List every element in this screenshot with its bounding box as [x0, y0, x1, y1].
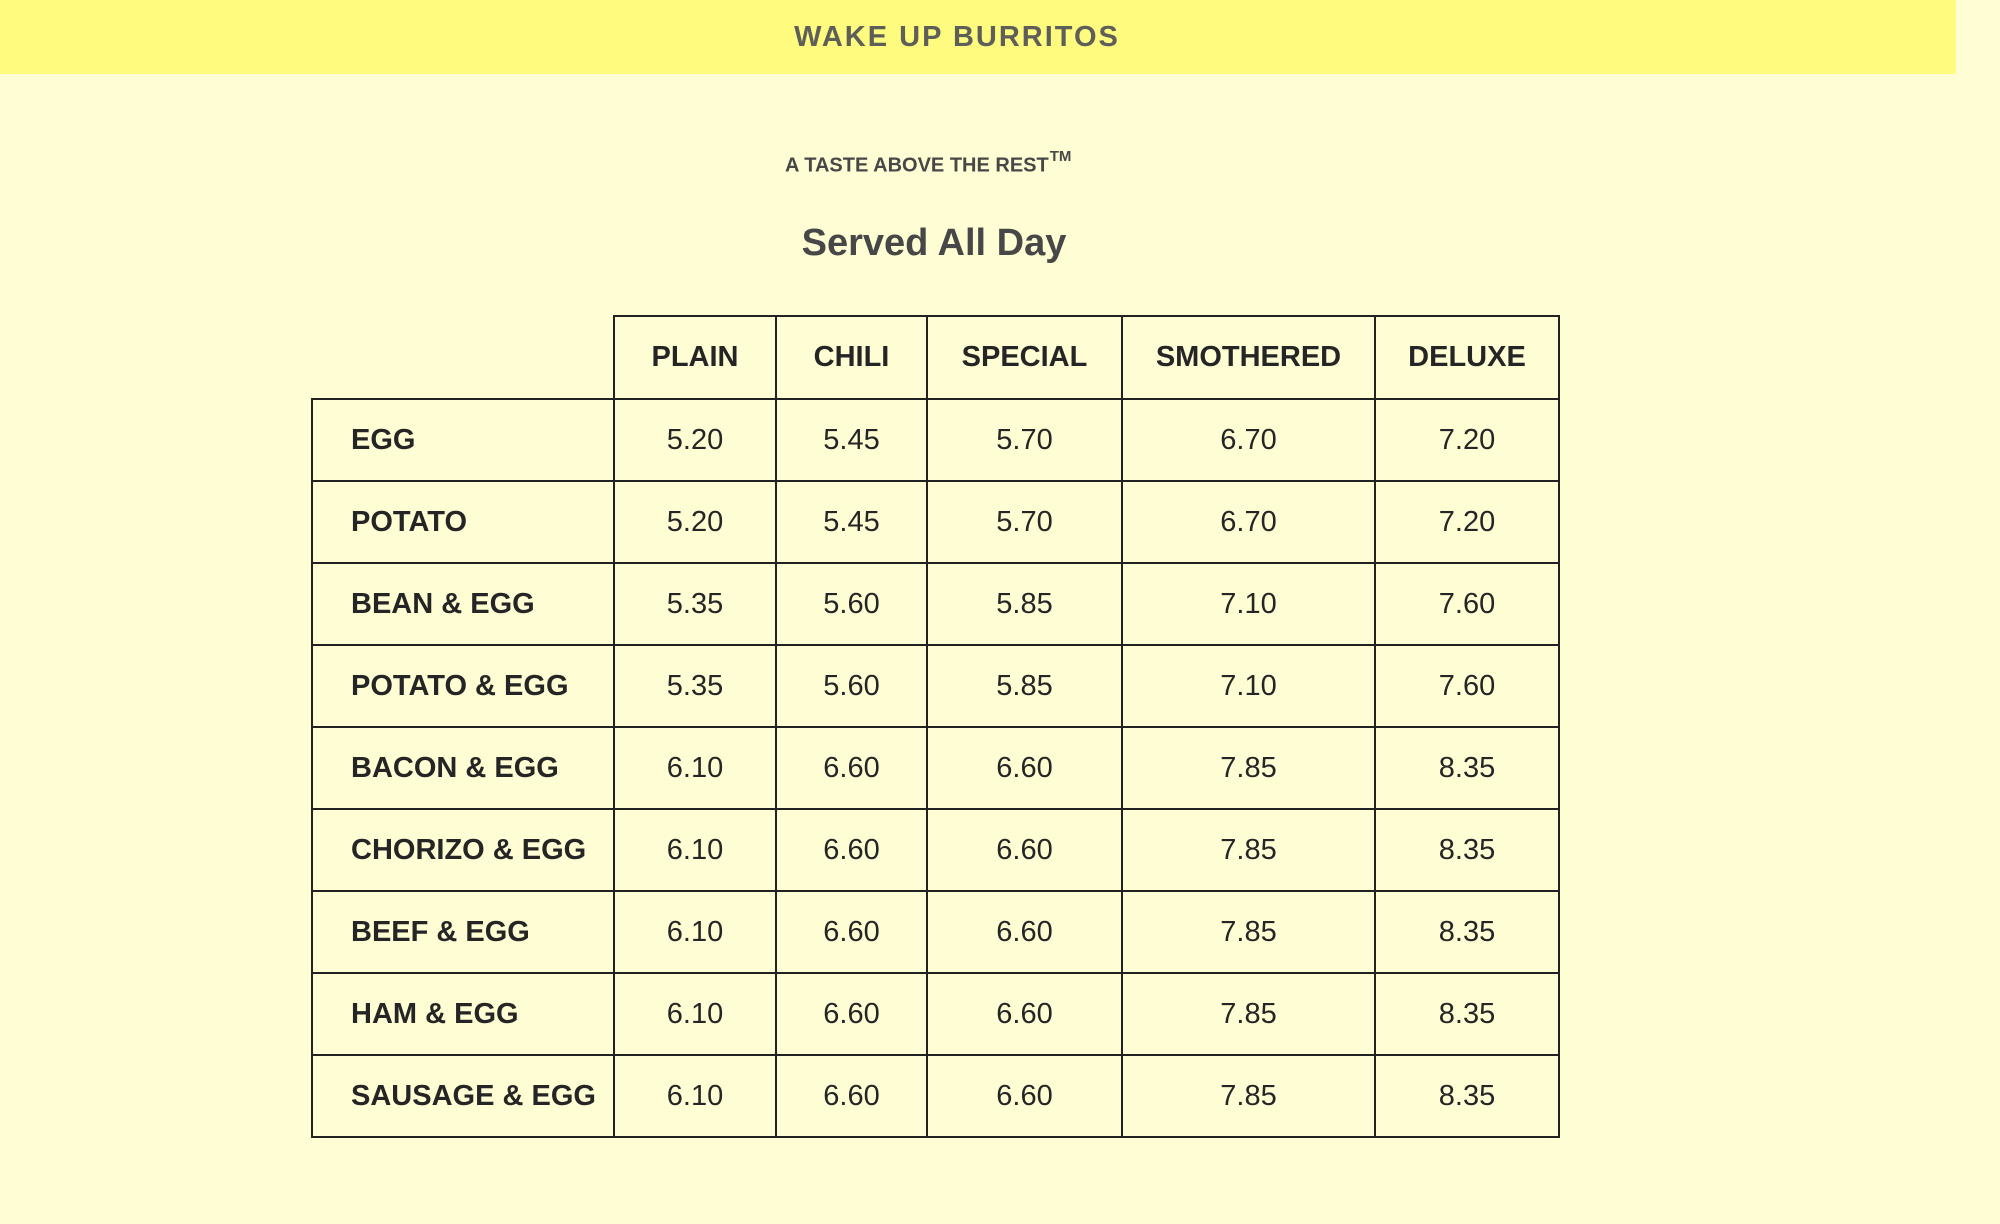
- price-cell-deluxe: 7.20: [1375, 481, 1559, 563]
- table-row: [312, 399, 1559, 481]
- price-cell-special: 5.85: [927, 645, 1122, 727]
- price-cell-plain: 5.20: [614, 481, 776, 563]
- price-cell-deluxe: 7.60: [1375, 563, 1559, 645]
- table-row: [312, 727, 1559, 809]
- price-cell-plain: 6.10: [614, 727, 776, 809]
- price-cell-chili: 5.60: [776, 563, 927, 645]
- price-cell-smothered: 7.85: [1122, 973, 1375, 1055]
- price-cell-special: 6.60: [927, 973, 1122, 1055]
- price-cell-smothered: 7.85: [1122, 1055, 1375, 1137]
- banner-title: WAKE UP BURRITOS: [794, 20, 1120, 53]
- row-label: BEEF & EGG: [312, 891, 614, 973]
- column-header-plain: PLAIN: [614, 316, 776, 399]
- table-row: [312, 1055, 1559, 1137]
- price-cell-chili: 6.60: [776, 1055, 927, 1137]
- price-cell-chili: 5.45: [776, 481, 927, 563]
- price-cell-chili: 5.45: [776, 399, 927, 481]
- top-banner: [0, 0, 1956, 74]
- price-cell-plain: 5.35: [614, 645, 776, 727]
- section-title: Served All Day: [801, 222, 1067, 264]
- price-cell-chili: 6.60: [776, 727, 927, 809]
- column-header-smothered: SMOTHERED: [1122, 316, 1375, 399]
- price-cell-deluxe: 7.60: [1375, 645, 1559, 727]
- table-row: [312, 645, 1559, 727]
- price-cell-smothered: 7.10: [1122, 563, 1375, 645]
- price-cell-deluxe: 8.35: [1375, 973, 1559, 1055]
- price-cell-smothered: 6.70: [1122, 399, 1375, 481]
- row-label: BEAN & EGG: [312, 563, 614, 645]
- price-cell-plain: 6.10: [614, 973, 776, 1055]
- row-label: POTATO: [312, 481, 614, 563]
- price-cell-smothered: 7.85: [1122, 727, 1375, 809]
- price-cell-special: 6.60: [927, 891, 1122, 973]
- table-body: [312, 399, 1559, 1137]
- price-cell-chili: 5.60: [776, 645, 927, 727]
- menu-price-table: [311, 315, 1560, 1138]
- tagline-text: A TASTE ABOVE THE REST: [785, 154, 1049, 177]
- column-header-chili: CHILI: [776, 316, 927, 399]
- price-cell-chili: 6.60: [776, 809, 927, 891]
- price-cell-deluxe: 8.35: [1375, 727, 1559, 809]
- price-cell-smothered: 7.10: [1122, 645, 1375, 727]
- price-cell-chili: 6.60: [776, 891, 927, 973]
- price-cell-plain: 6.10: [614, 809, 776, 891]
- price-cell-special: 5.70: [927, 481, 1122, 563]
- price-cell-smothered: 7.85: [1122, 809, 1375, 891]
- price-cell-deluxe: 8.35: [1375, 891, 1559, 973]
- price-cell-smothered: 6.70: [1122, 481, 1375, 563]
- row-label: HAM & EGG: [312, 973, 614, 1055]
- price-cell-special: 6.60: [927, 1055, 1122, 1137]
- price-cell-plain: 6.10: [614, 1055, 776, 1137]
- row-label: POTATO & EGG: [312, 645, 614, 727]
- table-row: [312, 563, 1559, 645]
- table-row: [312, 891, 1559, 973]
- table-row: [312, 481, 1559, 563]
- price-cell-deluxe: 8.35: [1375, 809, 1559, 891]
- row-label: EGG: [312, 399, 614, 481]
- price-cell-chili: 6.60: [776, 973, 927, 1055]
- trademark-mark: TM: [1049, 148, 1072, 165]
- price-cell-plain: 5.35: [614, 563, 776, 645]
- table-header-row: [312, 316, 1559, 399]
- row-label: CHORIZO & EGG: [312, 809, 614, 891]
- price-cell-smothered: 7.85: [1122, 891, 1375, 973]
- column-header-special: SPECIAL: [927, 316, 1122, 399]
- tagline: [785, 148, 1072, 178]
- price-cell-special: 6.60: [927, 809, 1122, 891]
- price-cell-deluxe: 7.20: [1375, 399, 1559, 481]
- price-cell-deluxe: 8.35: [1375, 1055, 1559, 1137]
- table-row: [312, 809, 1559, 891]
- row-label: BACON & EGG: [312, 727, 614, 809]
- table-row: [312, 973, 1559, 1055]
- row-label: SAUSAGE & EGG: [312, 1055, 614, 1137]
- table-corner-cell: [312, 316, 614, 399]
- price-cell-plain: 5.20: [614, 399, 776, 481]
- price-cell-plain: 6.10: [614, 891, 776, 973]
- price-cell-special: 5.85: [927, 563, 1122, 645]
- price-cell-special: 6.60: [927, 727, 1122, 809]
- column-header-deluxe: DELUXE: [1375, 316, 1559, 399]
- price-cell-special: 5.70: [927, 399, 1122, 481]
